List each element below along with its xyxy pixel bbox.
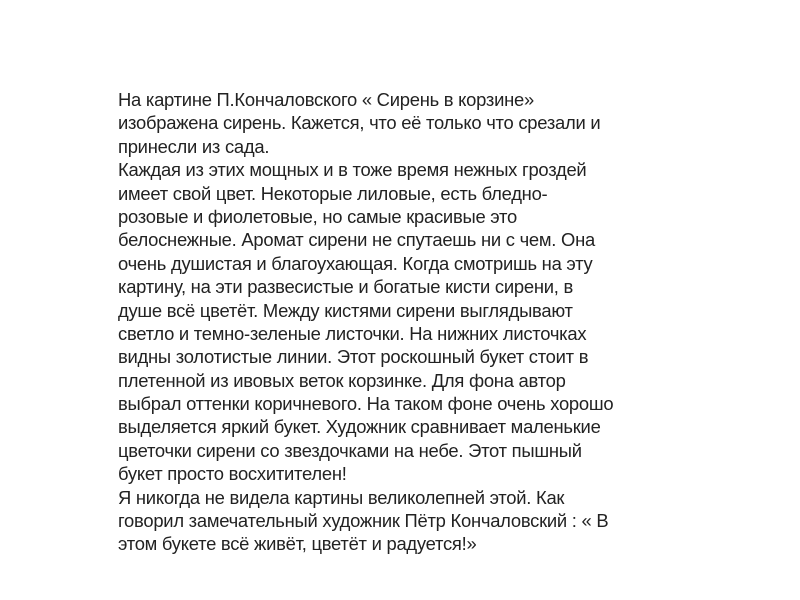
essay-line: розовые и фиолетовые, но самые красивые это [118, 205, 517, 227]
essay-line: светло и темно-зеленые листочки. На нижних листочках [118, 322, 587, 344]
essay-line: изображена сирень. Кажется, что её только что срезали и [118, 112, 601, 134]
essay-line: говорил замечательный художник Пётр Кончаловский : « В [118, 510, 609, 532]
essay-line: имеет свой цвет. Некоторые лиловые, есть бледно- [118, 182, 548, 204]
essay-line: Каждая из этих мощных и в тоже время нежных гроздей [118, 159, 587, 181]
essay-text [118, 88, 678, 556]
essay-line: очень душистая и благоухающая. Когда смотришь на эту [118, 252, 593, 274]
essay-line: Я никогда не видела картины великолепней этой. Как [118, 486, 565, 508]
essay-line: цветочки сирени со звездочками на небе. Этот пышный [118, 439, 582, 461]
essay-line: букет просто восхитителен! [118, 463, 347, 485]
essay-line: видны золотистые линии. Этот роскошный букет стоит в [118, 346, 589, 368]
essay-line: плетенной из ивовых веток корзинке. Для фона автор [118, 369, 566, 391]
essay-line: душе всё цветёт. Между кистями сирени выглядывают [118, 299, 573, 321]
essay-line: выделяется яркий букет. Художник сравнивает маленькие [118, 416, 601, 438]
essay-line: принесли из сада. [118, 135, 270, 157]
essay-line: На картине П.Кончаловского « Сирень в корзине» [118, 89, 534, 110]
essay-line: белоснежные. Аромат сирени не спутаешь ни с чем. Она [118, 229, 595, 251]
essay-line: выбрал оттенки коричневого. На таком фоне очень хорошо [118, 393, 614, 415]
essay-line: картину, на эти развесистые и богатые кисти сирени, в [118, 276, 573, 298]
essay-line: этом букете всё живёт, цветёт и радуется!» [118, 533, 477, 555]
